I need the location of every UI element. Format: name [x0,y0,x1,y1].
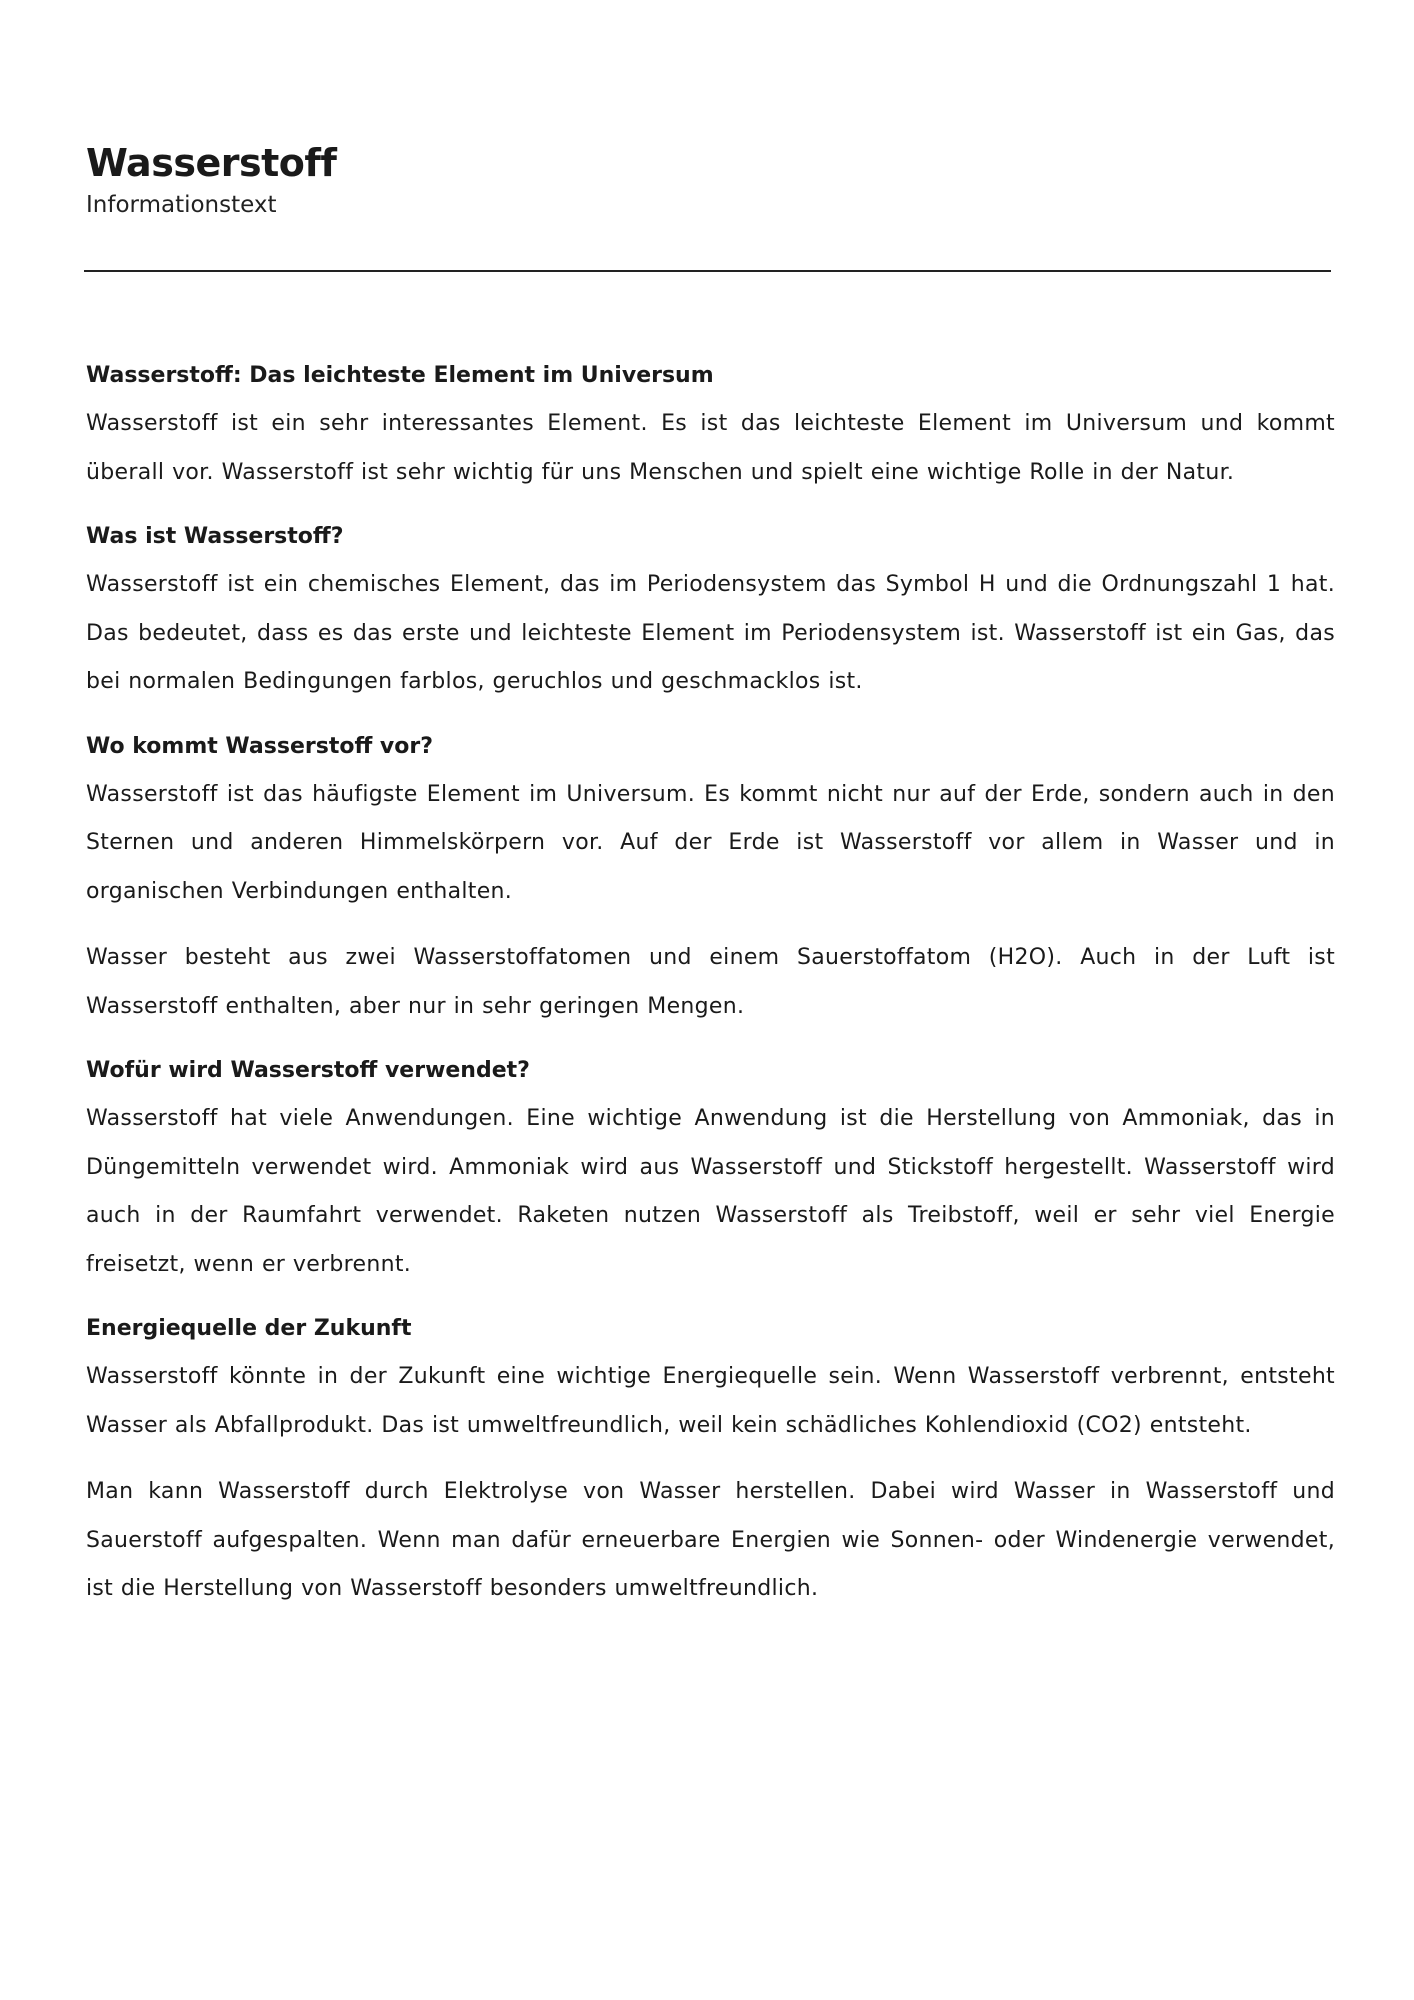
paragraph: Wasserstoff hat viele Anwendungen. Eine wichtige Anwendung ist die Herstellung von Ammoniak, das in Düngemitteln verwendet wird. Ammoniak wird aus Wasserstoff und Stickstoff hergestellt. Wasserstoff wird auch in der Raumfahrt verwendet. Raketen nutzen Wasserstoff als Treibstoff, weil er sehr viel Energie freisetzt, wenn er verbrennt. [86,1106,1335,1277]
section-uses [86,1051,1335,1289]
paragraph: Wasserstoff ist das häufigste Element im Universum. Es kommt nicht nur auf der Erde, sondern auch in den Sternen und anderen Himmelskörpern vor. Auf der Erde ist Wasserstoff vor allem in Wasser und in organischen Verbindungen enthalten. [86,781,1335,904]
page-subtitle: Informationstext [86,192,277,218]
paragraph: Wasserstoff ist ein sehr interessantes Element. Es ist das leichteste Element im Universum und kommt überall vor. Wasserstoff ist sehr wichtig für uns Menschen und spielt eine wichtige Rolle in der Natur. [86,411,1335,485]
document-body [86,356,1335,1634]
paragraph: Wasser besteht aus zwei Wasserstoffatomen und einem Sauerstoffatom (H2O). Auch in der Luft ist Wasserstoff enthalten, aber nur in sehr geringen Mengen. [86,945,1335,1019]
section-lightest-element [86,356,1335,497]
paragraph: Man kann Wasserstoff durch Elektrolyse von Wasser herstellen. Dabei wird Wasser in Wasserstoff und Sauerstoff aufgespalten. Wenn man dafür erneuerbare Energien wie Sonnen- oder Windenergie verwendet, ist die Herstellung von Wasserstoff besonders umweltfreundlich. [86,1479,1335,1601]
section-heading: Wasserstoff: Das leichteste Element im Universum [86,363,714,388]
section-heading: Was ist Wasserstoff? [86,524,344,549]
section-heading: Wofür wird Wasserstoff verwendet? [86,1058,530,1083]
paragraph: Wasserstoff ist ein chemisches Element, das im Periodensystem das Symbol H und die Ordnungszahl 1 hat. Das bedeutet, dass es das erste und leichteste Element im Periodensystem ist. Wasserstoff ist ein Gas, das bei normalen Bedingungen farblos, geruchlos und geschmacklos ist. [86,572,1335,694]
section-occurrence [86,727,1335,1032]
header-divider [84,270,1331,272]
document-header [86,136,1336,220]
section-heading: Energiequelle der Zukunft [86,1316,412,1341]
page-title: Wasserstoff [86,141,337,185]
paragraph: Wasserstoff könnte in der Zukunft eine wichtige Energiequelle sein. Wenn Wasserstoff verbrennt, entsteht Wasser als Abfallprodukt. Das ist umweltfreundlich, weil kein schädliches Kohlendioxid (CO2) entsteht. [86,1364,1335,1438]
section-energy-future [86,1309,1335,1614]
section-what-is-hydrogen [86,517,1335,707]
section-heading: Wo kommt Wasserstoff vor? [86,733,433,759]
